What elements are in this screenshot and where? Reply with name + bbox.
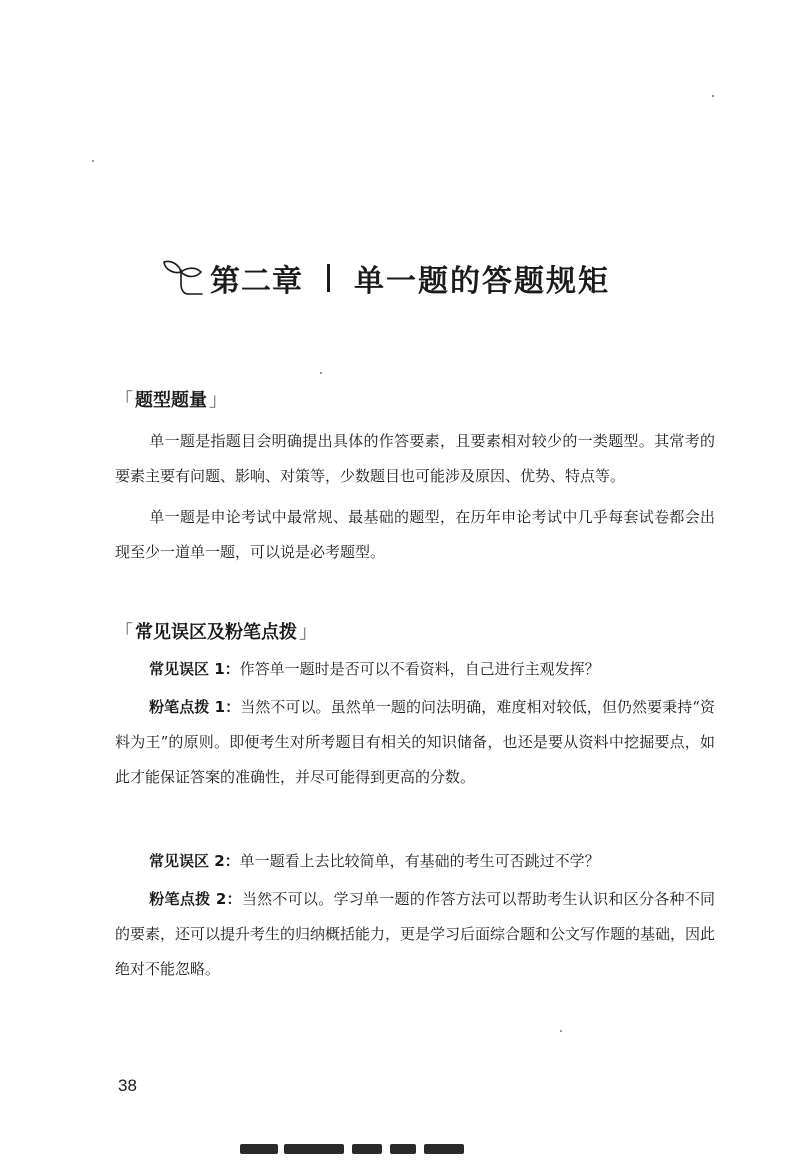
misconception-label: 常见误区 1： (149, 660, 240, 678)
tip-text: 当然不可以。虽然单一题的问法明确，难度相对较低，但仍然要秉持“资料为王”的原则。即便考生对所考题目有相关的知识储备，也还是要从资料中挖掘要点，如此才能保证答案的准确性，并尽可能得到更高的分数。 (115, 698, 716, 786)
tip-2 (115, 882, 715, 987)
chapter-divider (327, 264, 330, 292)
tip-text: 当然不可以。学习单一题的作答方法可以帮助考生认识和区分各种不同的要素，还可以提升考生的归纳概括能力，更是学习后面综合题和公文写作题的基础，因此绝对不能忽略。 (115, 890, 716, 978)
misconception-text: 作答单一题时是否可以不看资料，自己进行主观发挥？ (239, 660, 600, 678)
smudge-mark (240, 1144, 278, 1154)
tip-label: 粉笔点拨 2： (149, 890, 242, 908)
smudge-mark (352, 1144, 382, 1154)
smudge-mark (390, 1144, 416, 1154)
paragraph-text: 单一题是指题目会明确提出具体的作答要素，且要素相对较少的一类题型。其常考的要素主要有问题、影响、对策等，少数题目也可能涉及原因、优势、特点等。 (115, 432, 715, 485)
smudge-mark (284, 1144, 344, 1154)
misconception-1 (115, 652, 715, 687)
page-number: 38 (118, 1076, 137, 1095)
chapter-title: 单一题的答题规矩 (354, 264, 610, 299)
bracket-open: 「 (115, 622, 133, 643)
scan-speck (712, 95, 714, 97)
paragraph (115, 424, 715, 494)
footer-scan-smudge (240, 1140, 470, 1154)
bracket-close: 」 (299, 622, 317, 643)
smudge-mark (424, 1144, 464, 1154)
paragraph (115, 500, 715, 570)
sprout-icon (160, 254, 208, 298)
scan-speck (560, 1030, 562, 1032)
misconception-label: 常见误区 2： (149, 852, 240, 870)
misconception-2 (115, 844, 715, 879)
paragraph-text: 单一题是申论考试中最常规、最基础的题型，在历年申论考试中几乎每套试卷都会出现至少一道单一题，可以说是必考题型。 (115, 508, 715, 561)
tip-1 (115, 690, 715, 795)
chapter-label: 第二章 (210, 264, 303, 299)
bracket-open: 「 (115, 390, 133, 411)
bracket-close: 」 (209, 390, 227, 411)
misconception-text: 单一题看上去比较简单，有基础的考生可否跳过不学？ (239, 852, 600, 870)
section-heading-text: 题型题量 (135, 390, 207, 411)
section-heading-text: 常见误区及粉笔点拨 (135, 622, 297, 643)
chapter-heading (160, 248, 680, 308)
scan-speck (320, 372, 322, 374)
scan-speck (92, 160, 94, 162)
section-heading-question-types (115, 386, 227, 412)
tip-label: 粉笔点拨 1： (149, 698, 241, 716)
section-heading-misconceptions (115, 618, 317, 644)
